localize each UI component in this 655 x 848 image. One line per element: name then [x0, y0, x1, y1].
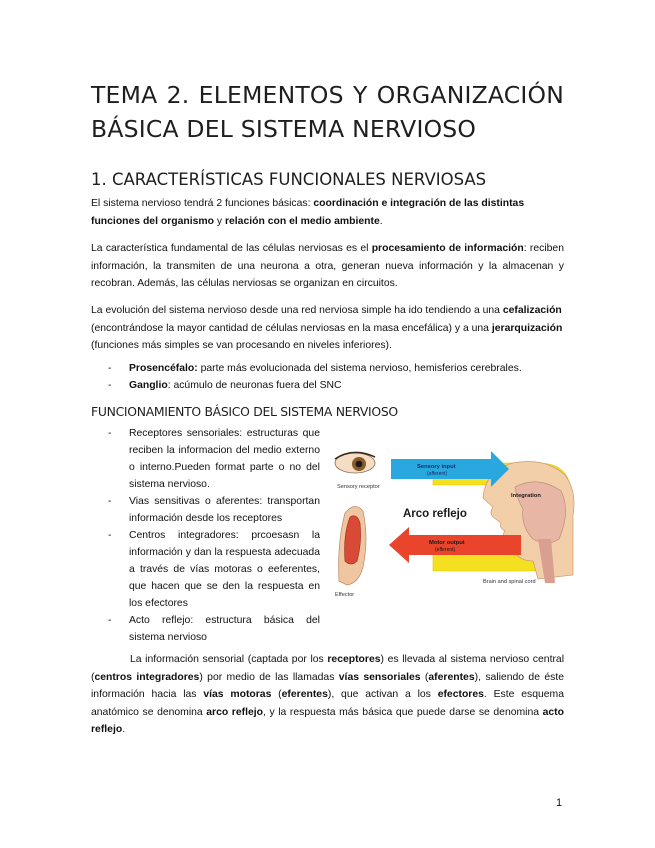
bold-term: vías sensoriales	[338, 671, 421, 683]
afferent-label: (afferent)	[427, 471, 448, 477]
text-run: La información sensorial (captada por los	[130, 654, 328, 665]
text-run: (encontrándose la mayor cantidad de células nerviosas en la masa encefálica) y a una	[91, 322, 492, 334]
paragraph-functions	[91, 195, 564, 230]
text-run: ) es llevada al sistema nervioso central (	[91, 654, 564, 683]
paragraph-evolution	[91, 302, 564, 355]
eye-illustration	[335, 452, 375, 473]
paragraph-processing	[91, 240, 564, 293]
paragraph-reflex-arc	[91, 651, 564, 739]
efferent-label: (efferent)	[435, 547, 456, 553]
text-run: ), que activan a los	[327, 689, 438, 700]
list-item-text: Vias sensitivas o aferentes: transportan información desde los receptores	[129, 496, 320, 524]
text-run: : reciben información, la transmiten de una neurona a otra, generan nueva información y la almacenan y recobran. Además, las células nerviosas se organizan en circuitos.	[91, 243, 564, 289]
bold-term: centros integradores	[94, 671, 200, 683]
bullet-dash: -	[108, 363, 112, 374]
section-heading-1: 1. CARACTERÍSTICAS FUNCIONALES NERVIOSAS	[91, 170, 487, 189]
bullet-dash: -	[108, 530, 112, 541]
sensory-receptor-label: Sensory receptor	[337, 484, 380, 490]
bold-term: aferentes	[428, 671, 475, 683]
bullet-dash: -	[108, 428, 112, 439]
integration-label: Integration	[511, 493, 541, 499]
list-item-text: Acto reflejo: estructura básica del sistema nervioso	[129, 615, 320, 643]
text-run: ) por medio de las llamadas	[199, 671, 339, 683]
brain-spinal-label: Brain and spinal cord	[483, 579, 536, 585]
text-run: (	[420, 671, 429, 683]
list-item-text: Receptores sensoriales: estructuras que reciben la informacion del medio externo o interno.Pueden format parte o no del sistema nervioso.	[129, 428, 320, 490]
bold-term: receptores	[327, 654, 381, 665]
text-run: .	[379, 215, 383, 227]
text-run: .	[122, 724, 126, 735]
bold-term: coordinación e integración de las distintas funciones del organismo	[91, 198, 525, 227]
bold-term: Prosencéfalo:	[129, 363, 198, 374]
bold-term: eferentes	[281, 689, 328, 700]
bold-term: cefalización	[502, 305, 562, 316]
list-item	[108, 493, 320, 527]
text-run: La evolución del sistema nervioso desde una red nerviosa simple ha ido tendiendo a una	[91, 305, 503, 316]
list-item-text: : acúmulo de neuronas fuera del SNC	[167, 380, 342, 391]
text-run: ), saliendo de éste información hacia las	[91, 671, 564, 700]
muscle-illustration	[339, 506, 366, 585]
bold-term: jerarquización	[491, 322, 563, 334]
page-number: 1	[556, 797, 563, 809]
bold-term: relación con el medio ambiente	[224, 215, 380, 227]
title-line-2: BÁSICA DEL SISTEMA NERVIOSO	[91, 115, 477, 143]
list-item	[108, 425, 320, 493]
list-item-text: Centros integradores: prcoesasn la información y dan la respuesta adecuada a través de vías motoras o eeferentes, que hacen que se den la respuesta en los efectores	[129, 530, 320, 609]
effector-label: Effector	[335, 592, 355, 598]
bold-term: arco reflejo	[206, 706, 263, 718]
text-run: (funciones más simples se van procesando en niveles inferiores).	[91, 340, 392, 351]
list-item	[108, 527, 320, 612]
text-run: y	[213, 215, 225, 227]
bold-term: Ganglio	[129, 380, 168, 391]
list-item-text: parte más evolucionada del sistema nervioso, hemisferios cerebrales.	[197, 363, 522, 374]
reflex-arc-diagram	[333, 443, 578, 605]
title-line-1: TEMA 2. ELEMENTOS Y ORGANIZACIÓN	[91, 81, 564, 109]
page-title	[91, 78, 564, 146]
sensory-input-label: Sensory input	[417, 464, 456, 470]
text-run: , y la respuesta más básica que puede darse se denomina	[263, 706, 543, 718]
bullet-dash: -	[108, 496, 112, 507]
motor-output-label: Motor output	[429, 540, 465, 546]
text-run: La característica fundamental de las células nerviosas es el	[91, 243, 372, 254]
text-run: El sistema nervioso tendrá 2 funciones básicas:	[91, 198, 314, 209]
bold-term: vías motoras	[203, 689, 272, 700]
list-item	[108, 612, 320, 646]
arco-reflejo-label: Arco reflejo	[403, 508, 467, 520]
bold-term: procesamiento de información	[371, 243, 524, 254]
bold-term: efectores	[437, 689, 484, 700]
bullet-dash: -	[108, 380, 112, 391]
functioning-list	[108, 425, 320, 646]
bullet-dash: -	[108, 615, 112, 626]
bold-term: acto reflejo	[91, 706, 564, 735]
text-run: (	[271, 689, 282, 700]
text-run: . Este esquema anatómico se denomina	[91, 689, 564, 718]
section-heading-2: FUNCIONAMIENTO BÁSICO DEL SISTEMA NERVIOSO	[91, 404, 398, 419]
